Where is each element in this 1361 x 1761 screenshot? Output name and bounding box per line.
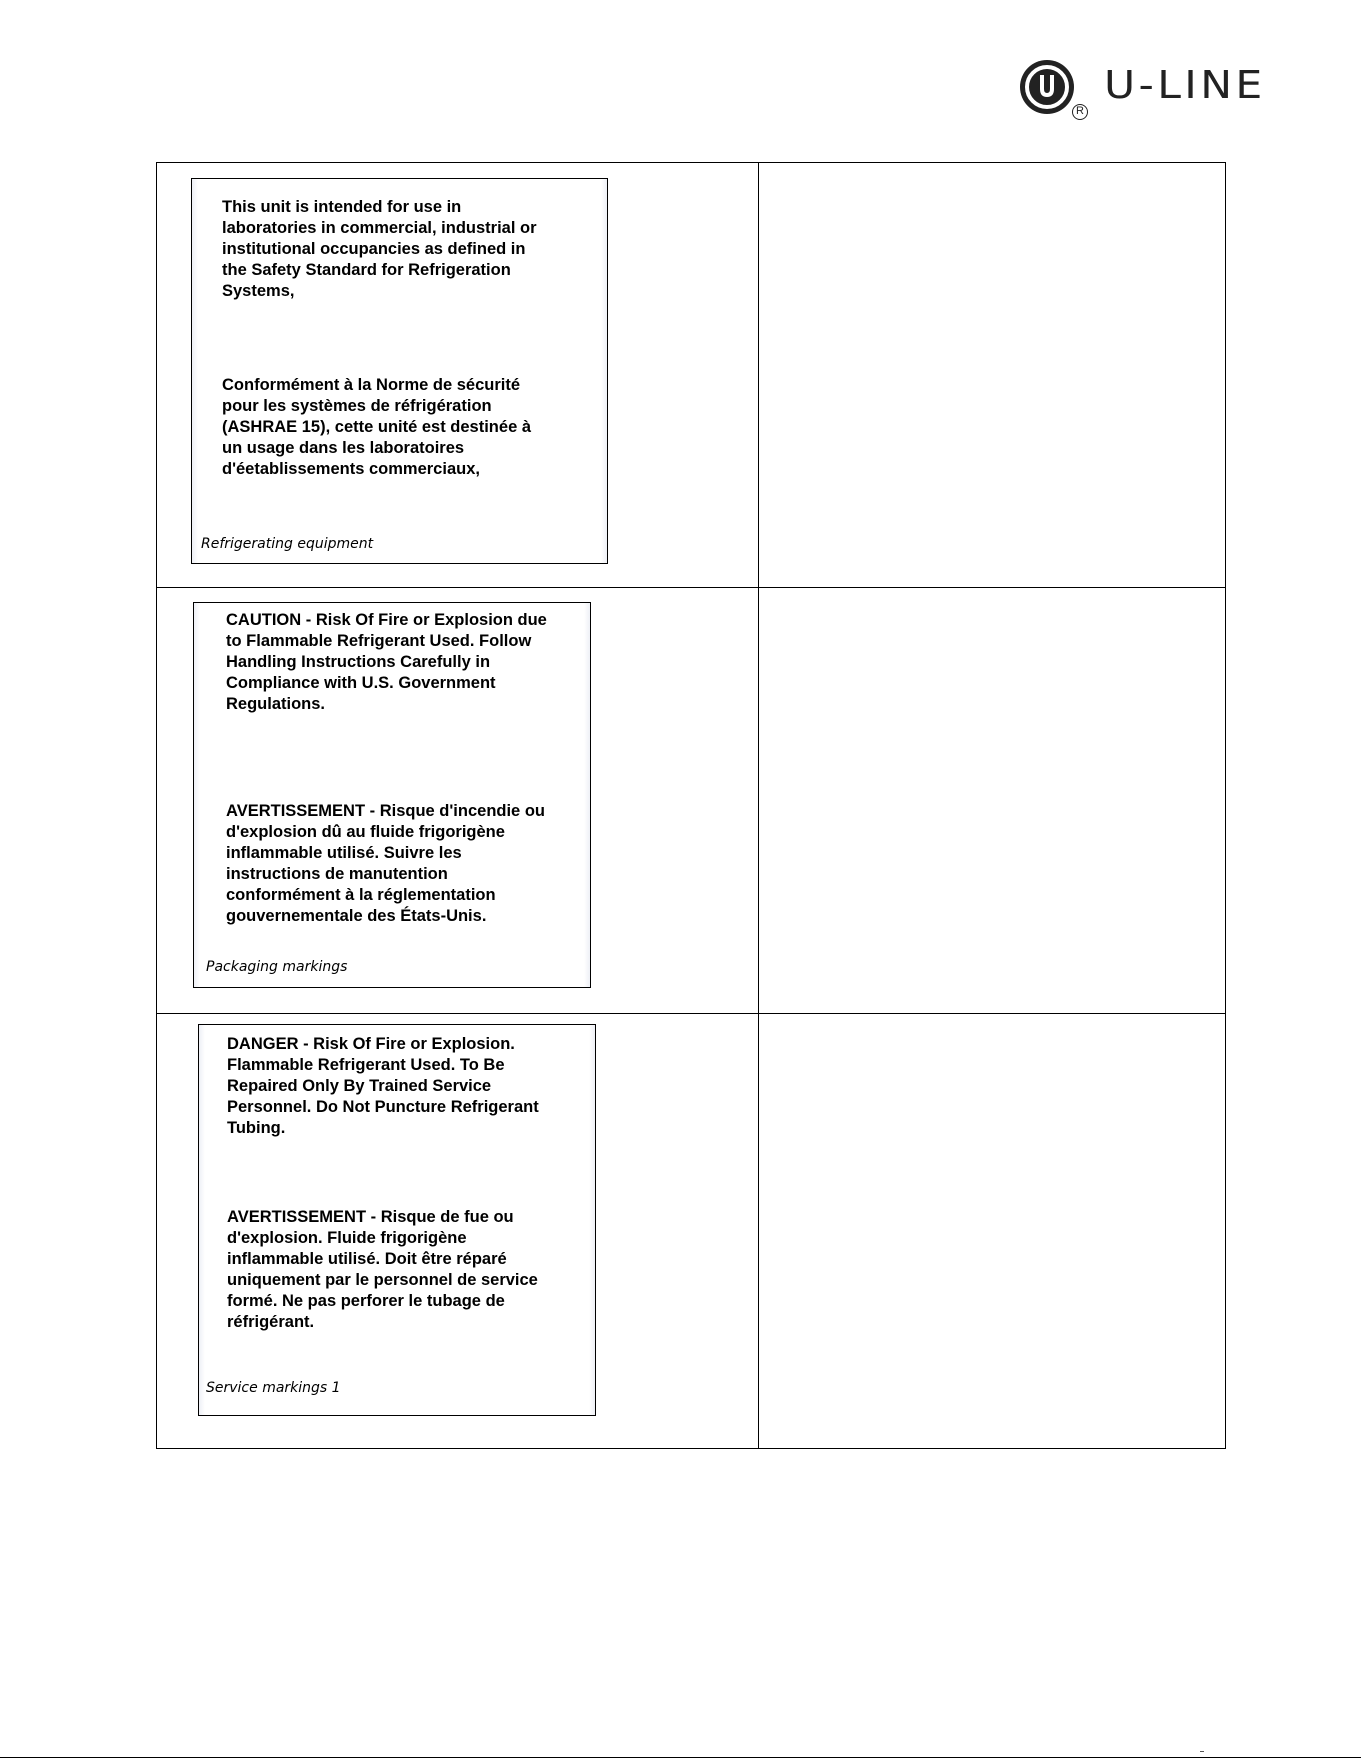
label-text-french: AVERTISSEMENT - Risque d'incendie ou d'explosion dû au fluide frigorigène inflammable utilisé. Suivre les instructions de manutention conformément à la réglementation gouvernementale des États-Unis.: [226, 802, 545, 925]
label-caption: Refrigerating equipment: [201, 536, 374, 552]
brand-name: U-LINE: [1104, 63, 1266, 107]
brand-logo: [1018, 58, 1278, 124]
label-text-french: Conformément à la Norme de sécurité pour les systèmes de réfrigération (ASHRAE 15), cette unité est destinée à un usage dans les laboratoires d'éetablissements commerciaux,: [222, 376, 532, 478]
row-divider: [157, 1013, 1225, 1014]
u-line-circle-logo-icon: [1018, 58, 1076, 116]
label-text-english: This unit is intended for use in laboratories in commercial, industrial or institutional occupancies as defined in the Safety Standard for Refrigeration Systems,: [222, 198, 537, 300]
notes-cell-2: [770, 595, 1210, 995]
label-image-packaging-markings: [193, 602, 591, 988]
label-image-service-markings: [198, 1024, 596, 1416]
label-text-french: AVERTISSEMENT - Risque de fue ou d'explosion. Fluide frigorigène inflammable utilisé. Doit être réparé uniquement par le personnel de service formé. Ne pas perforer le tubage de réfrigérant.: [227, 1208, 538, 1331]
notes-cell-3: [770, 1020, 1210, 1420]
label-edge-shadow: [194, 603, 200, 987]
label-text-english: DANGER - Risk Of Fire or Explosion. Flammable Refrigerant Used. To Be Repaired Only By Trained Service Personnel. Do Not Puncture Refrigerant Tubing.: [227, 1035, 539, 1137]
label-caption: Packaging markings: [206, 959, 348, 975]
label-text-english: CAUTION - Risk Of Fire or Explosion due to Flammable Refrigerant Used. Follow Handling Instructions Carefully in Compliance with U.S. Government Regulations.: [226, 611, 547, 713]
label-image-refrigerating-equipment: [191, 178, 608, 564]
footer-mark: [1200, 1751, 1204, 1754]
footer-rule: [0, 1757, 1361, 1758]
registered-trademark-symbol: R: [1072, 104, 1088, 120]
row-divider: [157, 587, 1225, 588]
column-divider: [758, 163, 759, 1448]
notes-cell-1: [770, 170, 1210, 570]
label-edge-shadow: [192, 179, 198, 563]
label-caption: Service markings 1: [206, 1380, 341, 1396]
label-edge-shadow: [601, 179, 607, 563]
label-edge-shadow: [199, 1025, 205, 1415]
